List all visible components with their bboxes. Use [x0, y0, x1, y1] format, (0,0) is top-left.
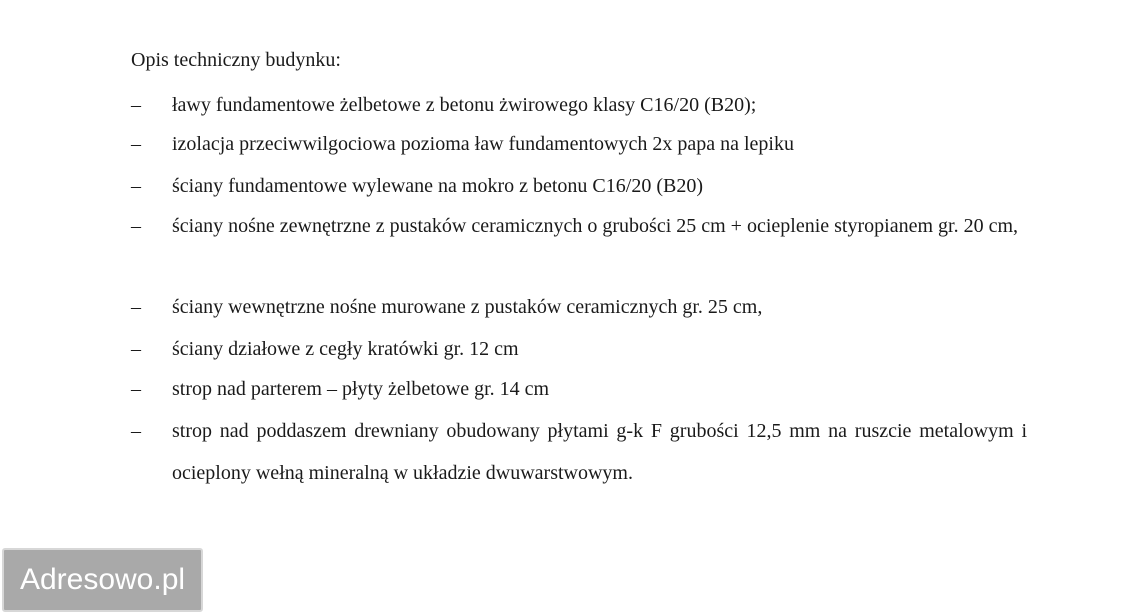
bullet-dash: – [131, 296, 141, 318]
list-item-text: ławy fundamentowe żelbetowe z betonu żwirowego klasy C16/20 (B20); [172, 94, 757, 116]
list-item-text: strop nad parterem – płyty żelbetowe gr. 14 cm [172, 378, 550, 400]
list-item-text: ściany wewnętrzne nośne murowane z pustaków ceramicznych gr. 25 cm, [172, 296, 763, 318]
bullet-dash: – [131, 338, 141, 360]
bullet-dash: – [131, 420, 141, 442]
bullet-dash: – [131, 133, 141, 155]
bullet-dash: – [131, 378, 141, 400]
bullet-dash: – [131, 175, 141, 197]
document-heading: Opis techniczny budynku: [131, 49, 341, 71]
list-item-text: ściany fundamentowe wylewane na mokro z betonu C16/20 (B20) [172, 175, 703, 197]
bullet-dash: – [131, 215, 141, 237]
bullet-dash: – [131, 94, 141, 116]
watermark-logo: Adresowo.pl [2, 548, 203, 612]
list-item-text: ściany działowe z cegły kratówki gr. 12 cm [172, 338, 519, 360]
list-item-text: ściany nośne zewnętrzne z pustaków ceramicznych o grubości 25 cm + ocieplenie styropianem gr. 20 cm, [172, 215, 1018, 237]
list-item-text: strop nad poddaszem drewniany obudowany płytami g-k F grubości 12,5 mm na ruszcie metalowym i ocieplony wełną mineralną w układzie dwuwarstwowym. [172, 420, 1027, 484]
list-item-text: izolacja przeciwwilgociowa pozioma ław fundamentowych 2x papa na lepiku [172, 133, 794, 155]
